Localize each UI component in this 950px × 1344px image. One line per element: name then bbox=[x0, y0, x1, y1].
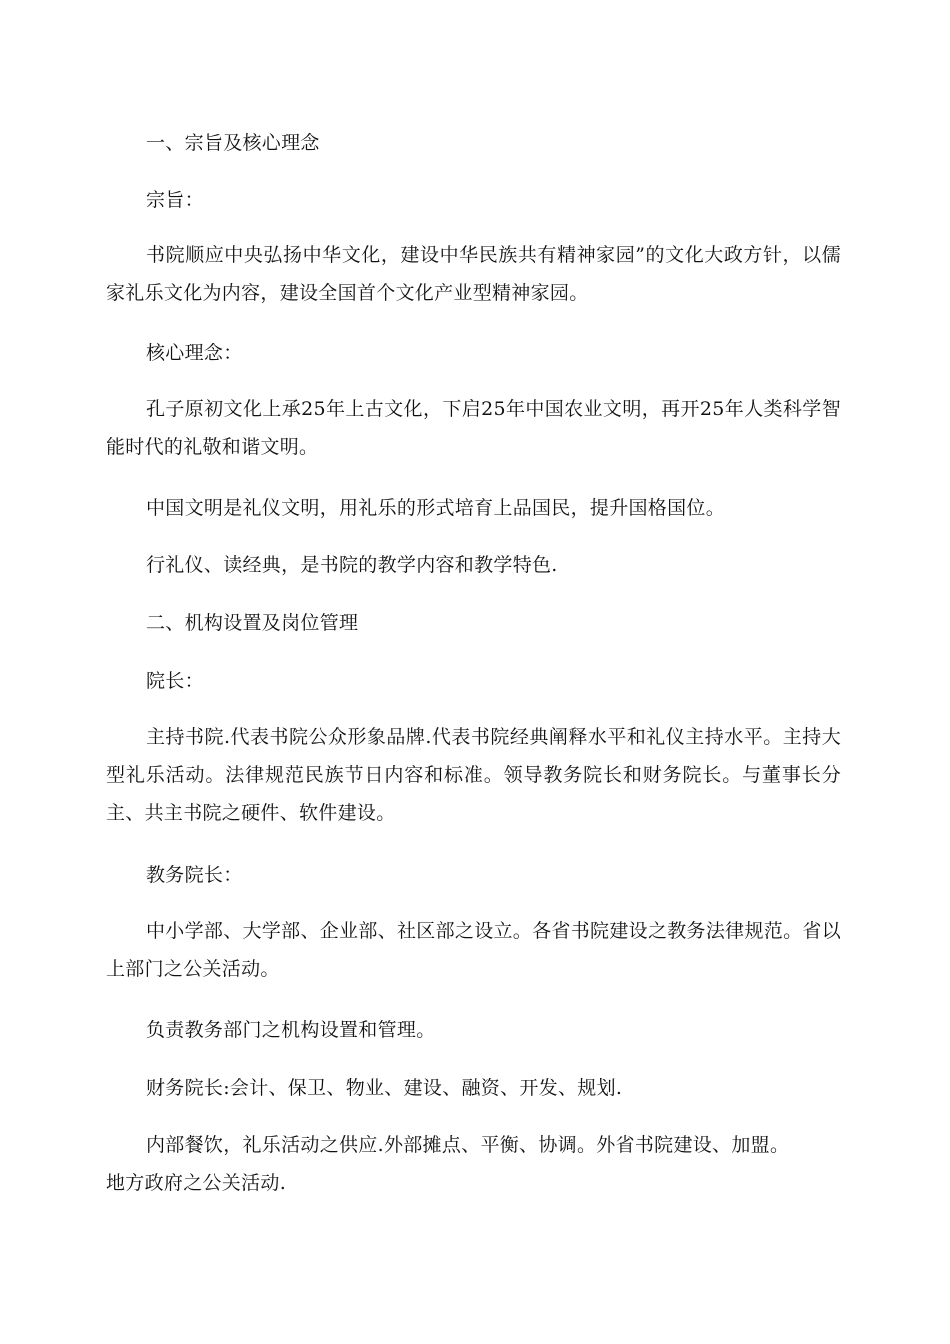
paragraph-zongzhi: 书院顺应中央弘扬中华文化，建设中华民族共有精神家园”的文化大政方针，以儒家礼乐文化为内容，建设全国首个文化产业型精神家园。 bbox=[106, 244, 841, 304]
label-zongzhi: 宗旨： bbox=[146, 189, 204, 211]
paragraph-jiaoxue: 行礼仪、读经典，是书院的教学内容和教学特色. bbox=[146, 554, 558, 576]
paragraph-caiwu: 财务院长:会计、保卫、物业、建设、融资、开发、规划. bbox=[146, 1077, 623, 1099]
paragraph-jiaowu-2: 负责教务部门之机构设置和管理。 bbox=[146, 1019, 436, 1041]
paragraph-jiaowu: 中小学部、大学部、企业部、社区部之设立。各省书院建设之教务法律规范。省以上部门之公关活动。 bbox=[106, 920, 841, 980]
label-jiaowu: 教务院长： bbox=[146, 864, 243, 886]
paragraph-yuanzhang: 主持书院.代表书院公众形象品牌.代表书院经典阐释水平和礼仪主持水平。主持大型礼乐活动。法律规范民族节日内容和标准。领导教务院长和财务院长。与董事长分主、共主书院之硬件、软件建设。 bbox=[106, 726, 841, 824]
paragraph-neibu bbox=[106, 1126, 841, 1202]
section-heading-2: 二、机构设置及岗位管理 bbox=[146, 612, 359, 634]
paragraph-wenming: 中国文明是礼仪文明，用礼乐的形式培育上品国民，提升国格国位。 bbox=[146, 497, 726, 519]
paragraph-neibu-line-2: 地方政府之公关活动. bbox=[106, 1172, 287, 1194]
section-heading-1: 一、宗旨及核心理念 bbox=[146, 132, 320, 154]
paragraph-hexin: 孔子原初文化上承25年上古文化，下启25年中国农业文明，再开25年人类科学智能时代的礼敬和谐文明。 bbox=[106, 398, 841, 458]
label-hexin: 核心理念： bbox=[146, 342, 243, 364]
paragraph-neibu-line-1: 内部餐饮，礼乐活动之供应.外部摊点、平衡、协调。外省书院建设、加盟。 bbox=[146, 1134, 790, 1156]
label-yuanzhang: 院长： bbox=[146, 670, 204, 692]
